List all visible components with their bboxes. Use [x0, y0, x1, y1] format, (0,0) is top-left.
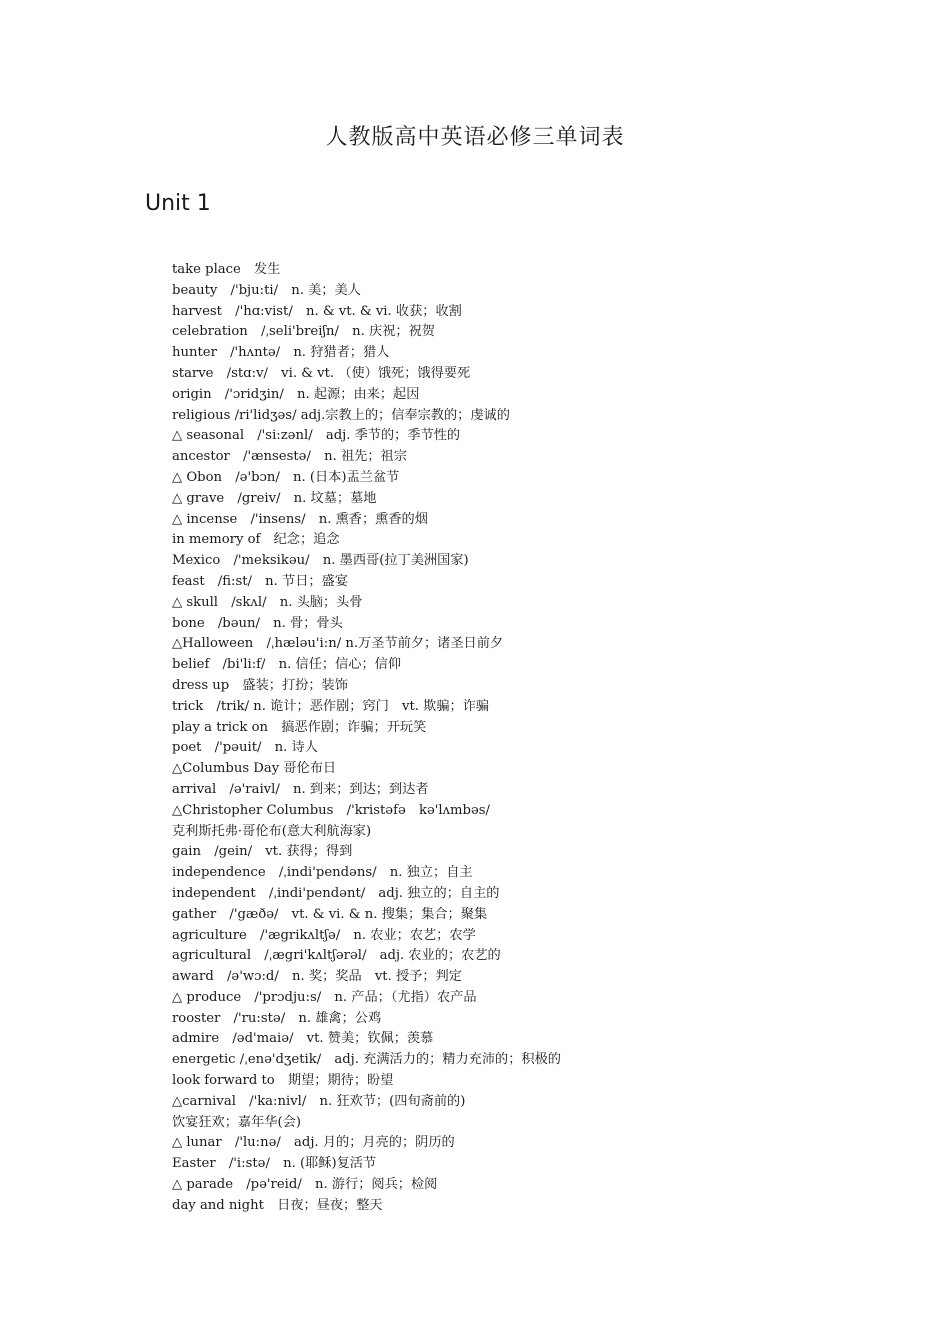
vocab-entry: △ skull /skʌl/ n. 头脑；头骨: [172, 594, 363, 610]
vocab-entry: △ Obon /ə'bɔn/ n. (日本)盂兰盆节: [172, 469, 400, 485]
vocab-entry: starve /stɑ:v/ vi. & vt. （使）饿死；饿得要死: [172, 365, 471, 381]
vocab-entry: △ grave /greiv/ n. 坟墓；墓地: [172, 490, 377, 506]
vocab-entry: origin /'ɔridʒin/ n. 起源；由来；起因: [172, 386, 420, 402]
page-title: 人教版高中英语必修三单词表: [325, 125, 625, 150]
vocab-entry: 克利斯托弗·哥伦布(意大利航海家): [172, 823, 372, 839]
vocab-entry: △ parade /pə'reid/ n. 游行；阅兵；检阅: [172, 1177, 438, 1193]
vocab-entry: △ incense /'insens/ n. 熏香；熏香的烟: [172, 511, 428, 527]
vocab-entry: belief /bi'li:f/ n. 信任；信心；信仰: [172, 657, 402, 673]
vocab-entry: day and night 日夜；昼夜；整天: [172, 1197, 383, 1213]
vocab-entry: energetic /ˌenə'dʒetik/ adj. 充满活力的；精力充沛的；积极的: [172, 1052, 561, 1068]
vocab-entry: Easter /'i:stə/ n. (耶稣)复活节: [172, 1156, 377, 1172]
vocab-entry: ancestor /'ænsestə/ n. 祖先；祖宗: [172, 449, 407, 465]
vocab-entry: dress up 盛装；打扮；装饰: [172, 677, 348, 693]
vocab-entry: Mexico /'meksikəu/ n. 墨西哥(拉丁美洲国家): [172, 553, 469, 569]
vocab-entry: △Halloween /ˌhæləu'i:n/ n.万圣节前夕；诸圣日前夕: [172, 636, 504, 652]
vocab-entry: △ lunar /'lu:nə/ adj. 月的；月亮的；阴历的: [172, 1135, 455, 1151]
vocab-entry: take place 发生: [172, 262, 281, 277]
vocab-entry: poet /'pəuit/ n. 诗人: [172, 740, 318, 756]
vocab-entry: bone /bəun/ n. 骨；骨头: [172, 615, 343, 631]
vocab-entry: rooster /'ru:stə/ n. 雄禽；公鸡: [172, 1010, 382, 1026]
vocabulary-list: [172, 260, 872, 1217]
vocab-entry: look forward to 期望；期待；盼望: [172, 1073, 394, 1089]
vocab-entry: religious /ri'lidʒəs/ adj.宗教上的；信奉宗教的；虔诚的: [172, 407, 510, 423]
vocab-entry: in memory of 纪念；追念: [172, 532, 340, 548]
vocab-entry: 饮宴狂欢；嘉年华(会): [172, 1114, 301, 1130]
vocab-entry: feast /fi:st/ n. 节日；盛宴: [172, 573, 348, 589]
unit-heading: Unit 1: [145, 191, 211, 216]
vocab-entry: gain /gein/ vt. 获得；得到: [172, 844, 353, 860]
vocab-entry: independence /ˌindi'pendəns/ n. 独立；自主: [172, 865, 473, 881]
vocab-entry: hunter /'hʌntə/ n. 狩猎者；猎人: [172, 345, 390, 361]
vocab-entry: △ seasonal /'si:zənl/ adj. 季节的；季节性的: [172, 428, 461, 444]
vocab-entry: celebration /ˌseli'breiʃn/ n. 庆祝；祝贺: [172, 324, 435, 340]
vocab-entry: harvest /'hɑ:vist/ n. & vt. & vi. 收获；收割: [172, 303, 462, 319]
vocab-entry: △Columbus Day 哥伦布日: [172, 761, 337, 777]
vocab-entry: gather /'gæðə/ vt. & vi. & n. 搜集；集合；聚集: [172, 906, 488, 922]
vocab-entry: △Christopher Columbus /'kristəfə kə'lʌmbəs/: [172, 802, 491, 818]
vocab-entry: admire /əd'maiə/ vt. 赞美；钦佩；羡慕: [172, 1031, 434, 1047]
vocab-entry: beauty /'bju:ti/ n. 美；美人: [172, 282, 361, 298]
vocab-entry: award /ə'wɔ:d/ n. 奖；奖品 vt. 授予；判定: [172, 969, 462, 985]
vocab-entry: trick /trik/ n. 诡计；恶作剧；窍门 vt. 欺骗；诈骗: [172, 698, 490, 714]
vocab-entry: independent /ˌindi'pendənt/ adj. 独立的；自主的: [172, 885, 500, 901]
vocab-entry: arrival /ə'raivl/ n. 到来；到达；到达者: [172, 781, 429, 797]
vocab-entry: agricultural /ˌægri'kʌltʃərəl/ adj. 农业的；农艺的: [172, 948, 501, 964]
vocab-entry: △carnival /'ka:nivl/ n. 狂欢节；(四旬斋前的): [172, 1093, 466, 1109]
vocab-entry: agriculture /'ægrikʌltʃə/ n. 农业；农艺；农学: [172, 927, 476, 943]
vocab-entry: △ produce /'prɔdju:s/ n. 产品；（尤指）农产品: [172, 989, 477, 1005]
vocab-entry: play a trick on 搞恶作剧；诈骗；开玩笑: [172, 719, 427, 735]
